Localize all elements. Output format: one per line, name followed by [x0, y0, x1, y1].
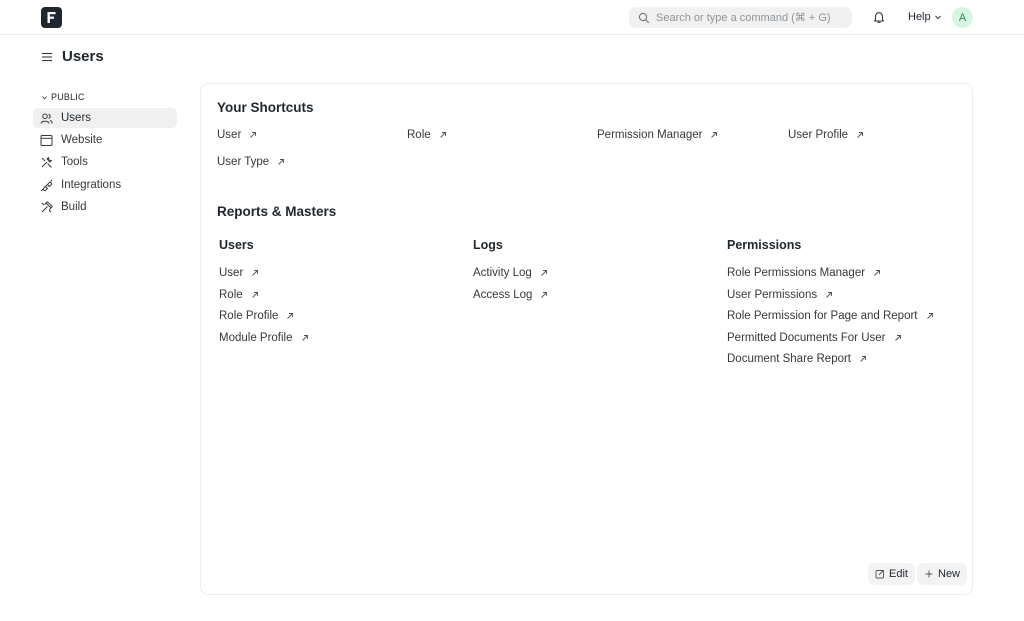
search-icon: [638, 12, 650, 24]
arrow-up-right-icon: [286, 312, 294, 320]
integrations-icon: [40, 179, 53, 192]
report-link-role[interactable]: [219, 289, 259, 301]
report-link-label: Activity Log: [473, 267, 532, 279]
arrow-up-right-icon: [894, 334, 902, 342]
sidebar-item-users[interactable]: [33, 108, 177, 128]
report-link-label: Module Profile: [219, 332, 293, 344]
build-icon: [40, 201, 53, 214]
reports-column-title: Permissions: [727, 238, 802, 252]
arrow-up-right-icon: [926, 312, 934, 320]
shortcut-label: User Profile: [788, 129, 849, 141]
report-link-role-permission-page-report[interactable]: [727, 310, 934, 322]
report-link-document-share-report[interactable]: [727, 353, 867, 365]
shortcut-user-type[interactable]: [217, 156, 285, 168]
search-input[interactable]: [629, 7, 852, 28]
arrow-up-right-icon: [540, 291, 548, 299]
workspace-card: [200, 83, 973, 595]
arrow-up-right-icon: [859, 355, 867, 363]
frappe-logo-icon: [41, 7, 62, 28]
report-link-label: Role Permissions Manager: [727, 267, 866, 279]
shortcut-label: Role: [407, 129, 431, 141]
help-dropdown[interactable]: [908, 11, 942, 23]
page-title: Users: [62, 48, 104, 65]
report-link-permitted-documents[interactable]: [727, 332, 902, 344]
report-link-user-permissions[interactable]: [727, 289, 833, 301]
shortcut-label: User: [217, 129, 242, 141]
tools-icon: [40, 156, 53, 169]
report-link-label: User Permissions: [727, 289, 818, 301]
reports-heading: Reports & Masters: [217, 204, 337, 219]
report-link-label: User: [219, 267, 244, 279]
edit-button[interactable]: [868, 563, 915, 585]
new-button[interactable]: [917, 563, 967, 585]
sidebar-item-label: Tools: [61, 156, 88, 168]
arrow-up-right-icon: [249, 131, 257, 139]
arrow-up-right-icon: [439, 131, 447, 139]
arrow-up-right-icon: [710, 131, 718, 139]
report-link-activity-log[interactable]: [473, 267, 548, 279]
website-icon: [40, 134, 53, 147]
search-placeholder: Search or type a command (⌘ + G): [656, 12, 831, 24]
sidebar-item-website[interactable]: [33, 130, 177, 150]
app-logo[interactable]: [41, 7, 62, 28]
arrow-up-right-icon: [856, 131, 864, 139]
shortcut-label: User Type: [217, 156, 270, 168]
arrow-up-right-icon: [251, 291, 259, 299]
report-link-label: Access Log: [473, 289, 533, 301]
arrow-up-right-icon: [540, 269, 548, 277]
reports-column-title: Logs: [473, 238, 503, 252]
shortcuts-heading: Your Shortcuts: [217, 100, 314, 115]
shortcut-label: Permission Manager: [597, 129, 703, 141]
shortcut-user[interactable]: [217, 129, 257, 141]
avatar-initial: A: [958, 11, 967, 24]
sidebar-item-label: Users: [61, 112, 92, 124]
arrow-up-right-icon: [873, 269, 881, 277]
sidebar-item-label: Build: [61, 201, 87, 213]
shortcut-user-profile[interactable]: [788, 129, 864, 141]
shortcut-role[interactable]: [407, 129, 447, 141]
edit-icon: [875, 569, 885, 579]
user-avatar[interactable]: [952, 7, 973, 28]
navbar: [0, 0, 1024, 35]
report-link-user[interactable]: [219, 267, 259, 279]
sidebar-item-tools[interactable]: [33, 152, 177, 172]
chevron-down-icon: [41, 94, 48, 101]
chevron-down-icon: [934, 13, 942, 21]
report-link-label: Permitted Documents For User: [727, 332, 886, 344]
report-link-label: Role Profile: [219, 310, 279, 322]
arrow-up-right-icon: [825, 291, 833, 299]
edit-label: Edit: [889, 568, 908, 580]
sidebar-item-label: Website: [61, 134, 103, 146]
reports-column-title: Users: [219, 238, 254, 252]
arrow-up-right-icon: [277, 158, 285, 166]
sidebar-section-public[interactable]: [41, 92, 85, 102]
arrow-up-right-icon: [301, 334, 309, 342]
sidebar-item-label: Integrations: [61, 179, 122, 191]
notification-bell-icon[interactable]: [872, 10, 886, 24]
sidebar-section-label: PUBLIC: [51, 92, 85, 102]
report-link-access-log[interactable]: [473, 289, 548, 301]
report-link-module-profile[interactable]: [219, 332, 309, 344]
new-label: New: [938, 568, 961, 580]
sidebar-toggle-icon[interactable]: [41, 51, 53, 63]
report-link-label: Document Share Report: [727, 353, 852, 365]
report-link-label: Role Permission for Page and Report: [727, 310, 918, 322]
arrow-up-right-icon: [251, 269, 259, 277]
sidebar-item-integrations[interactable]: [33, 175, 177, 195]
report-link-role-profile[interactable]: [219, 310, 294, 322]
help-label: Help: [908, 11, 931, 23]
report-link-role-permissions-manager[interactable]: [727, 267, 881, 279]
users-icon: [40, 112, 53, 125]
shortcut-permission-manager[interactable]: [597, 129, 718, 141]
sidebar-item-build[interactable]: [33, 197, 177, 217]
plus-icon: [924, 569, 934, 579]
report-link-label: Role: [219, 289, 243, 301]
